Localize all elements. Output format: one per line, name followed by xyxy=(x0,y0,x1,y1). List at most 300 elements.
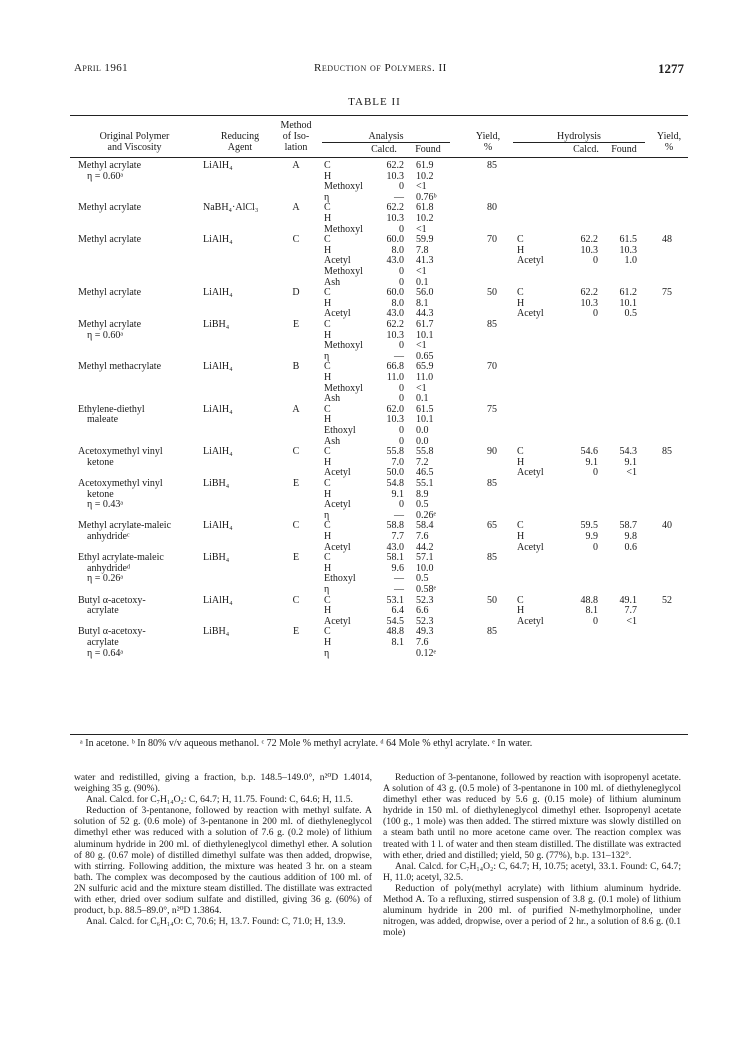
polymer-cell: Ethylene-diethyl xyxy=(78,403,145,415)
yield-cell: 50 xyxy=(487,594,497,606)
table-header-rule xyxy=(70,157,688,158)
hydrolysis-found: 0.6 xyxy=(624,541,637,553)
analysis-element: η xyxy=(324,191,330,203)
polymer-cell: Acetoxymethyl vinyl xyxy=(78,477,163,489)
header-text: % xyxy=(664,142,674,153)
method-cell: C xyxy=(292,234,300,246)
polymer-cell: Butyl α-acetoxy- xyxy=(78,626,146,638)
analysis-element: H xyxy=(324,488,332,500)
method-cell: C xyxy=(292,520,300,532)
analysis-found: <1 xyxy=(416,340,427,352)
hydrolysis-calcd: 9.9 xyxy=(585,530,598,542)
hydrolysis-yield-cell: 85 xyxy=(662,446,672,458)
header-calcd: Calcd. xyxy=(371,144,397,155)
method-cell: C xyxy=(292,446,300,458)
analysis-calcd: 43.0 xyxy=(386,541,404,553)
analysis-calcd: 7.0 xyxy=(391,456,404,468)
analysis-found: <1 xyxy=(416,265,427,277)
analysis-found: 56.0 xyxy=(416,287,434,299)
analysis-calcd: 53.1 xyxy=(386,594,404,606)
hydrolysis-yield-cell: 48 xyxy=(662,234,672,246)
reducing-agent-cell: LiAlH₄ xyxy=(203,361,233,373)
paragraph: Reduction of 3-pentanone, followed by reaction with isopropenyl acetate. A solution of 43 g. (0.5 mole) of 3-pentanone in 100 ml. of diethyleneglycol dimethyl ether was reduced by 5.6 g. (0.15 mole) of lithium aluminum hydride in 150 ml. of diethyleneglycol dimethyl ether. Isopropenyl acetate (100 g., 1 mole) was then added. The stirred mixture was slowly distilled on a steam bath until no more acetone came over. The reaction complex was treated with 1 l. of water and then steam distilled. The distillate was extracted with ether, dried and distilled; yield, 50 g. (77%), b.p. 131–132°. xyxy=(383,772,681,861)
analysis-element: Methoxyl xyxy=(324,265,363,277)
hydrolysis-calcd: 0 xyxy=(593,615,598,627)
analysis-calcd: 62.2 xyxy=(386,160,404,171)
paragraph: Reduction of 3-pentanone, followed by reaction with methyl sulfate. A solution of 52 g. (0.6 mole) of 3-pentanone in 200 ml. of diethyleneglycol dimethyl ether was reduced with a solution of 7.6 g. (0.2 mole) of lithium aluminum hydride in 200 ml. of diethyleneglycol dimethyl ether. A solution of 80 g. (0.67 mole) of distilled dimethyl sulfate was then added, dropwise, with stirring. Following addition, the mixture was heated 3 hr. on a steam bath. The complex was decomposed by the cautious addition of 100 ml. of 2N sulfuric acid and the mixture steam distilled. The distillate was extracted with ether, dried over sodium sulfate and distilled, giving 36 g. (60%) of product, b.p. 88.5–89.0°, n²⁰D 1.3864. xyxy=(74,805,372,917)
yield-cell: 50 xyxy=(487,287,497,299)
analysis-calcd: — xyxy=(394,583,404,595)
header-date: April 1961 xyxy=(74,62,129,74)
header-text: of Iso- xyxy=(282,131,310,142)
table-row xyxy=(70,235,688,288)
paragraph: Reduction of poly(methyl acrylate) with lithium aluminum hydride. Method A. To a refluxing, stirred suspension of 3.8 g. (0.1 mole) of lithium aluminum hydride in 200 ml. of purified N-methylmorpholine, under nitrogen, was added, dropwise, over a period of 2 hr., a solution of 8.6 g. (0.1 mole) xyxy=(383,882,681,939)
polymer-cell: η = 0.26ᵃ xyxy=(87,573,124,585)
header-text: Agent xyxy=(227,142,253,153)
analysis-calcd: 8.0 xyxy=(391,244,404,256)
polymer-cell: Methyl methacrylate xyxy=(78,361,162,373)
analysis-found: 10.0 xyxy=(416,562,434,574)
yield-cell: 70 xyxy=(487,234,497,246)
analysis-calcd: 0 xyxy=(399,265,404,277)
analysis-underline xyxy=(322,142,450,143)
table-row xyxy=(70,447,688,479)
table-row xyxy=(70,553,688,595)
table-footnote: ᵃ In acetone. ᵇ In 80% v/v aqueous methanol. ᶜ 72 Mole % methyl acrylate. ᵈ 64 Mole % ethyl acrylate. ᵉ In water. xyxy=(80,738,533,749)
analysis-found: 0.0 xyxy=(416,424,429,436)
analysis-element: Ethoxyl xyxy=(324,573,356,585)
polymer-cell: Methyl acrylate-maleic xyxy=(78,520,172,532)
table-row xyxy=(70,161,688,203)
polymer-cell: η = 0.60ᵃ xyxy=(87,170,124,182)
paragraph: Anal. Calcd. for C₇H₁₄O₂: C, 64.7; H, 11.75. Found: C, 64.6; H, 11.5. xyxy=(86,794,353,806)
hydrolysis-calcd: 10.3 xyxy=(580,297,598,309)
paragraph: water and redistilled, giving a fraction, b.p. 148.5–149.0°, n²⁰D 1.4014, weighing 35 g. (90%). xyxy=(74,772,372,795)
method-cell: C xyxy=(292,594,300,606)
analysis-element: H xyxy=(324,329,332,341)
analysis-found: <1 xyxy=(416,382,427,394)
hydrolysis-underline xyxy=(513,142,645,143)
analysis-found: <1 xyxy=(416,181,427,193)
yield-cell: 85 xyxy=(487,318,497,330)
reducing-agent-cell: LiAlH₄ xyxy=(203,234,233,246)
polymer-cell: ketone xyxy=(87,488,114,500)
hydrolysis-element: Acetyl xyxy=(517,308,544,320)
analysis-found: 61.8 xyxy=(416,202,434,214)
analysis-calcd: 48.8 xyxy=(386,626,404,638)
hydrolysis-calcd: 8.1 xyxy=(585,605,598,617)
table-row xyxy=(70,479,688,521)
body-column-left xyxy=(74,772,372,927)
header-text: Yield, xyxy=(475,131,501,142)
table-row xyxy=(70,203,688,235)
hydrolysis-found: 9.1 xyxy=(624,456,637,468)
header-reducing-agent xyxy=(205,131,275,153)
analysis-element: η xyxy=(324,583,330,595)
analysis-calcd: 10.3 xyxy=(386,212,404,224)
analysis-found: 61.9 xyxy=(416,160,434,171)
hydrolysis-found: 61.2 xyxy=(619,287,637,299)
reducing-agent-cell: NaBH₄·AlCl₃ xyxy=(203,202,259,214)
analysis-calcd: 55.8 xyxy=(386,446,404,458)
polymer-cell: Methyl acrylate xyxy=(78,160,142,171)
analysis-element: H xyxy=(324,244,332,256)
yield-cell: 85 xyxy=(487,552,497,564)
analysis-element: C xyxy=(324,287,331,299)
header-text: and Viscosity xyxy=(107,142,162,153)
hydrolysis-element: H xyxy=(517,605,525,617)
analysis-calcd: 0 xyxy=(399,435,404,447)
reducing-agent-cell: LiAlH₄ xyxy=(203,403,233,415)
method-cell: A xyxy=(292,403,300,415)
analysis-calcd: 62.2 xyxy=(386,318,404,330)
analysis-found: 6.6 xyxy=(416,605,429,617)
reducing-agent-cell: LiAlH₄ xyxy=(203,160,233,171)
analysis-element: η xyxy=(324,647,330,659)
hydrolysis-found: <1 xyxy=(626,615,637,627)
analysis-element: η xyxy=(324,509,330,521)
polymer-cell: anhydrideᵈ xyxy=(87,562,131,574)
polymer-cell: η = 0.43ᵃ xyxy=(87,499,124,511)
analysis-element: C xyxy=(324,202,331,214)
hydrolysis-element: C xyxy=(517,287,524,299)
reducing-agent-cell: LiBH₄ xyxy=(203,477,230,489)
hydrolysis-found: 10.3 xyxy=(619,244,637,256)
polymer-cell: Methyl acrylate xyxy=(78,318,142,330)
analysis-found: 7.6 xyxy=(416,636,429,648)
analysis-found: 0.58ᵉ xyxy=(416,583,437,595)
analysis-element: H xyxy=(324,530,332,542)
analysis-calcd: 9.1 xyxy=(391,488,404,500)
hydrolysis-calcd: 48.8 xyxy=(580,594,598,606)
analysis-calcd: 0 xyxy=(399,499,404,511)
header-title: Reduction of Polymers. II xyxy=(314,62,447,74)
analysis-calcd: 10.3 xyxy=(386,414,404,426)
hydrolysis-element: H xyxy=(517,530,525,542)
analysis-calcd: 11.0 xyxy=(386,371,404,383)
analysis-found: 44.3 xyxy=(416,308,434,320)
polymer-cell: acrylate xyxy=(87,605,119,617)
analysis-calcd: 66.8 xyxy=(386,361,404,373)
reducing-agent-cell: LiAlH₄ xyxy=(203,520,233,532)
analysis-found: 52.3 xyxy=(416,615,434,627)
header-text: Method xyxy=(280,120,312,131)
polymer-cell: Ethyl acrylate-maleic xyxy=(78,552,164,564)
analysis-found: <1 xyxy=(416,223,427,235)
analysis-calcd: 0 xyxy=(399,424,404,436)
analysis-calcd: 6.4 xyxy=(391,605,404,617)
data-table xyxy=(70,161,688,659)
method-cell: D xyxy=(292,287,300,299)
header-method xyxy=(273,120,319,153)
table-row xyxy=(70,521,688,553)
analysis-element: H xyxy=(324,456,332,468)
analysis-calcd: 0 xyxy=(399,393,404,405)
analysis-calcd: — xyxy=(394,191,404,203)
yield-cell: 70 xyxy=(487,361,497,373)
hydrolysis-found: 7.7 xyxy=(624,605,637,617)
analysis-calcd: 50.0 xyxy=(386,467,404,479)
hydrolysis-calcd: 0 xyxy=(593,255,598,267)
analysis-found: 0.1 xyxy=(416,276,429,288)
analysis-element: C xyxy=(324,477,331,489)
yield-cell: 75 xyxy=(487,403,497,415)
hydrolysis-calcd: 0 xyxy=(593,541,598,553)
hydrolysis-calcd: 0 xyxy=(593,467,598,479)
polymer-cell: Acetoxymethyl vinyl xyxy=(78,446,163,458)
header-h-found: Found xyxy=(611,144,637,155)
analysis-calcd: 0 xyxy=(399,382,404,394)
analysis-element: C xyxy=(324,160,331,171)
analysis-element: Acetyl xyxy=(324,467,351,479)
analysis-element: Methoxyl xyxy=(324,181,363,193)
analysis-found: 41.3 xyxy=(416,255,434,267)
polymer-cell: Methyl acrylate xyxy=(78,202,142,214)
analysis-element: Ash xyxy=(324,393,341,405)
polymer-cell: acrylate xyxy=(87,636,119,648)
analysis-calcd: 43.0 xyxy=(386,255,404,267)
hydrolysis-found: 1.0 xyxy=(624,255,637,267)
analysis-calcd: 60.0 xyxy=(386,234,404,246)
table-row xyxy=(70,320,688,362)
hydrolysis-yield-cell: 75 xyxy=(662,287,672,299)
analysis-element: C xyxy=(324,361,331,373)
reducing-agent-cell: LiBH₄ xyxy=(203,552,230,564)
analysis-calcd: 10.3 xyxy=(386,170,404,182)
method-cell: E xyxy=(292,477,300,489)
hydrolysis-found: 9.8 xyxy=(624,530,637,542)
hydrolysis-found: 10.1 xyxy=(619,297,637,309)
paragraph: Anal. Calcd. for C₇H₁₄O₂: C, 64.7; H, 10.75; acetyl, 33.1. Found: C, 64.7; H, 11.0; acetyl, 32.5. xyxy=(383,860,681,883)
table-top-rule xyxy=(70,115,688,116)
yield-cell: 65 xyxy=(487,520,497,532)
table-row xyxy=(70,362,688,404)
hydrolysis-found: 0.5 xyxy=(624,308,637,320)
hydrolysis-found: <1 xyxy=(626,467,637,479)
polymer-cell: η = 0.60ᵃ xyxy=(87,329,124,341)
analysis-calcd: 54.8 xyxy=(386,477,404,489)
analysis-calcd: 0 xyxy=(399,181,404,193)
analysis-found: 0.12ᵉ xyxy=(416,647,437,659)
analysis-found: 55.1 xyxy=(416,477,434,489)
analysis-found: 7.6 xyxy=(416,530,429,542)
polymer-cell: maleate xyxy=(87,414,119,426)
hydrolysis-element: C xyxy=(517,594,524,606)
method-cell: E xyxy=(292,626,300,638)
header-h-yield xyxy=(650,131,688,153)
analysis-found: 7.8 xyxy=(416,244,429,256)
hydrolysis-calcd: 62.2 xyxy=(580,287,598,299)
analysis-found: 8.9 xyxy=(416,488,429,500)
hydrolysis-element: Acetyl xyxy=(517,541,544,553)
polymer-cell: Butyl α-acetoxy- xyxy=(78,594,146,606)
polymer-cell: ketone xyxy=(87,456,114,468)
polymer-cell: Methyl acrylate xyxy=(78,234,142,246)
analysis-found: 11.0 xyxy=(416,371,434,383)
method-cell: B xyxy=(292,361,300,373)
analysis-calcd: — xyxy=(394,350,404,362)
method-cell: A xyxy=(292,160,300,171)
analysis-calcd: 0 xyxy=(399,340,404,352)
reducing-agent-cell: LiAlH₄ xyxy=(203,446,233,458)
analysis-element: C xyxy=(324,552,331,564)
analysis-element: Acetyl xyxy=(324,615,351,627)
page-number: 1277 xyxy=(658,61,684,76)
header-hydrolysis: Hydrolysis xyxy=(557,131,601,142)
analysis-calcd: 60.0 xyxy=(386,287,404,299)
analysis-element: Methoxyl xyxy=(324,223,363,235)
polymer-cell: anhydrideᶜ xyxy=(87,530,130,542)
reducing-agent-cell: LiAlH₄ xyxy=(203,594,233,606)
hydrolysis-calcd: 9.1 xyxy=(585,456,598,468)
hydrolysis-element: H xyxy=(517,297,525,309)
analysis-found: 8.1 xyxy=(416,297,429,309)
method-cell: A xyxy=(292,202,300,214)
analysis-found: 0.65 xyxy=(416,350,434,362)
analysis-element: H xyxy=(324,371,332,383)
analysis-calcd: 9.6 xyxy=(391,562,404,574)
analysis-calcd: — xyxy=(394,573,404,585)
analysis-element: Acetyl xyxy=(324,541,351,553)
table-row xyxy=(70,288,688,320)
hydrolysis-calcd: 59.5 xyxy=(580,520,598,532)
analysis-calcd: 10.3 xyxy=(386,329,404,341)
analysis-found: 0.5 xyxy=(416,499,429,511)
analysis-found: 0.26ᵉ xyxy=(416,509,437,521)
analysis-found: 10.1 xyxy=(416,414,434,426)
analysis-calcd: 43.0 xyxy=(386,308,404,320)
analysis-found: 0.5 xyxy=(416,573,429,585)
analysis-element: Methoxyl xyxy=(324,382,363,394)
hydrolysis-calcd: 54.6 xyxy=(580,446,598,458)
body-column-right xyxy=(383,772,681,938)
hydrolysis-element: Acetyl xyxy=(517,467,544,479)
hydrolysis-yield-cell: 40 xyxy=(662,520,672,532)
yield-cell: 90 xyxy=(487,446,497,458)
hydrolysis-yield-cell: 52 xyxy=(662,594,672,606)
analysis-calcd: 62.2 xyxy=(386,202,404,214)
analysis-element: Ash xyxy=(324,435,341,447)
analysis-calcd: 0 xyxy=(399,223,404,235)
analysis-found: 0.0 xyxy=(416,435,429,447)
analysis-element: C xyxy=(324,234,331,246)
header-analysis: Analysis xyxy=(368,131,404,142)
header-original-polymer xyxy=(72,131,197,153)
analysis-calcd: 7.7 xyxy=(391,530,404,542)
analysis-element: C xyxy=(324,403,331,415)
hydrolysis-found: 54.3 xyxy=(619,446,637,458)
method-cell: E xyxy=(292,552,300,564)
analysis-found: 10.2 xyxy=(416,170,434,182)
yield-cell: 85 xyxy=(487,477,497,489)
hydrolysis-found: 49.1 xyxy=(619,594,637,606)
hydrolysis-element: Acetyl xyxy=(517,615,544,627)
analysis-element: Ash xyxy=(324,276,341,288)
yield-cell: 80 xyxy=(487,202,497,214)
analysis-found: 57.1 xyxy=(416,552,434,564)
analysis-element: H xyxy=(324,605,332,617)
analysis-found: 55.8 xyxy=(416,446,434,458)
analysis-calcd: 58.1 xyxy=(386,552,404,564)
analysis-calcd: 58.8 xyxy=(386,520,404,532)
analysis-element: C xyxy=(324,318,331,330)
analysis-element: η xyxy=(324,350,330,362)
header-h-calcd: Calcd. xyxy=(573,144,599,155)
analysis-element: Acetyl xyxy=(324,308,351,320)
analysis-element: Ethoxyl xyxy=(324,424,356,436)
header-text: % xyxy=(483,142,493,153)
method-cell: E xyxy=(292,318,300,330)
hydrolysis-element: C xyxy=(517,234,524,246)
hydrolysis-element: C xyxy=(517,446,524,458)
analysis-calcd: 62.0 xyxy=(386,403,404,415)
analysis-found: 61.7 xyxy=(416,318,434,330)
hydrolysis-found: 61.5 xyxy=(619,234,637,246)
analysis-found: 7.2 xyxy=(416,456,429,468)
analysis-element: Acetyl xyxy=(324,499,351,511)
reducing-agent-cell: LiBH₄ xyxy=(203,626,230,638)
table-row xyxy=(70,596,688,628)
hydrolysis-element: H xyxy=(517,244,525,256)
analysis-element: Methoxyl xyxy=(324,340,363,352)
analysis-found: 59.9 xyxy=(416,234,434,246)
hydrolysis-element: C xyxy=(517,520,524,532)
header-text: Reducing xyxy=(220,131,260,142)
analysis-found: 61.5 xyxy=(416,403,434,415)
header-text: Yield, xyxy=(656,131,682,142)
analysis-found: 52.3 xyxy=(416,594,434,606)
analysis-found: 44.2 xyxy=(416,541,434,553)
analysis-element: H xyxy=(324,297,332,309)
analysis-found: 46.5 xyxy=(416,467,434,479)
analysis-element: H xyxy=(324,562,332,574)
table-bottom-rule xyxy=(70,734,688,735)
yield-cell: 85 xyxy=(487,626,497,638)
polymer-cell: Methyl acrylate xyxy=(78,287,142,299)
reducing-agent-cell: LiAlH₄ xyxy=(203,287,233,299)
analysis-element: C xyxy=(324,446,331,458)
analysis-calcd: 8.1 xyxy=(391,636,404,648)
hydrolysis-calcd: 0 xyxy=(593,308,598,320)
running-header xyxy=(74,62,684,78)
analysis-found: 10.1 xyxy=(416,329,434,341)
table-row xyxy=(70,405,688,447)
analysis-element: C xyxy=(324,520,331,532)
reducing-agent-cell: LiBH₄ xyxy=(203,318,230,330)
header-text: lation xyxy=(284,142,308,153)
paragraph: Anal. Calcd. for C₆H₁₄O: C, 70.6; H, 13.7. Found: C, 71.0; H, 13.9. xyxy=(86,916,346,928)
analysis-found: 0.76ᵇ xyxy=(416,191,437,203)
hydrolysis-calcd: 62.2 xyxy=(580,234,598,246)
analysis-found: 65.9 xyxy=(416,361,434,373)
analysis-found: 10.2 xyxy=(416,212,434,224)
analysis-element: H xyxy=(324,636,332,648)
analysis-found: 0.1 xyxy=(416,393,429,405)
analysis-element: C xyxy=(324,594,331,606)
header-text: Original Polymer xyxy=(99,131,170,142)
table-caption: TABLE II xyxy=(348,96,401,108)
analysis-found: 49.3 xyxy=(416,626,434,638)
analysis-calcd: 54.5 xyxy=(386,615,404,627)
polymer-cell: η = 0.64ᵃ xyxy=(87,647,124,659)
analysis-element: Acetyl xyxy=(324,255,351,267)
analysis-found: 58.4 xyxy=(416,520,434,532)
analysis-calcd: 8.0 xyxy=(391,297,404,309)
table-row xyxy=(70,627,688,659)
analysis-element: C xyxy=(324,626,331,638)
hydrolysis-found: 58.7 xyxy=(619,520,637,532)
hydrolysis-element: H xyxy=(517,456,525,468)
